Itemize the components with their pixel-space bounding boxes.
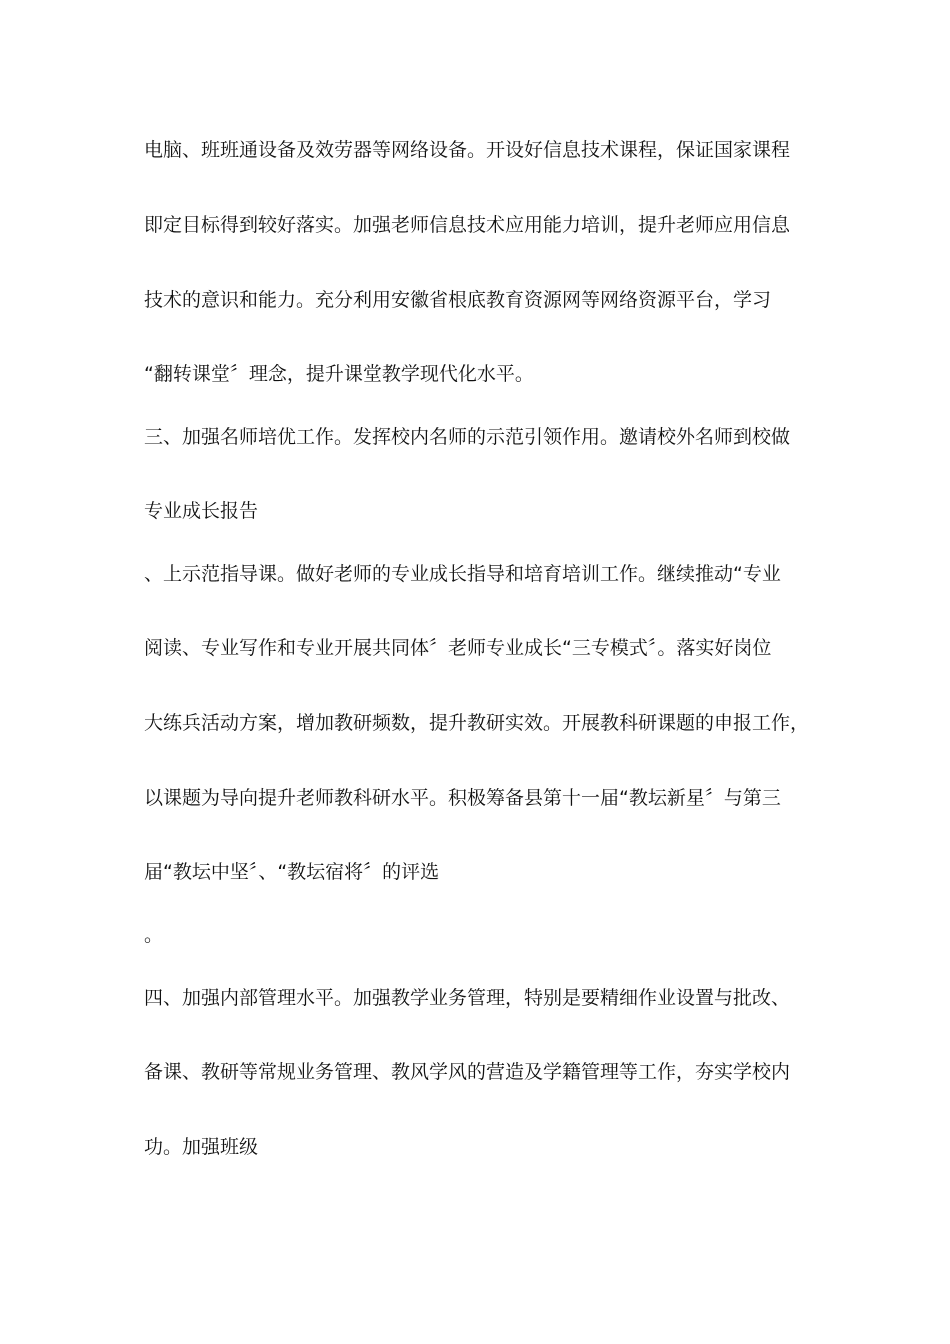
text-line: 即定目标得到较好落实。加强老师信息技术应用能力培训，提升老师应用信息 bbox=[144, 214, 791, 236]
text-line: 、上示范指导课。做好老师的专业成长指导和培育培训工作。继续推动“专业 bbox=[144, 563, 781, 585]
text-line: 大练兵活动方案，增加教研频数，提升教研实效。开展教科研课题的申报工作， bbox=[144, 712, 810, 734]
text-line: 以课题为导向提升老师教科研水平。积极筹备县第十一届“教坛新星〞与第三 bbox=[144, 787, 781, 809]
text-line: 阅读、专业写作和专业开展共同体〞老师专业成长“三专模式〞。落实好岗位 bbox=[144, 637, 772, 659]
text-line: 专业成长报告 bbox=[144, 500, 259, 522]
text-line: “翻转课堂〞理念，提升课堂教学现代化水平。 bbox=[144, 363, 534, 385]
text-line: 。 bbox=[144, 924, 164, 946]
text-line: 电脑、班班通设备及效劳器等网络设备。开设好信息技术课程，保证国家课程 bbox=[144, 139, 791, 161]
text-line: 届“教坛中坚〞、“教坛宿将〞的评选 bbox=[144, 861, 440, 883]
section-heading-line: 四、加强内部管理水平。加强教学业务管理，特别是要精细作业设置与批改、 bbox=[144, 987, 791, 1009]
text-line: 备课、教研等常规业务管理、教风学风的营造及学籍管理等工作，夯实学校内 bbox=[144, 1061, 791, 1083]
text-line: 功。加强班级 bbox=[144, 1136, 259, 1158]
section-heading-line: 三、加强名师培优工作。发挥校内名师的示范引领作用。邀请校外名师到校做 bbox=[144, 426, 791, 448]
text-line: 技术的意识和能力。充分利用安徽省根底教育资源网等网络资源平台，学习 bbox=[144, 289, 772, 311]
